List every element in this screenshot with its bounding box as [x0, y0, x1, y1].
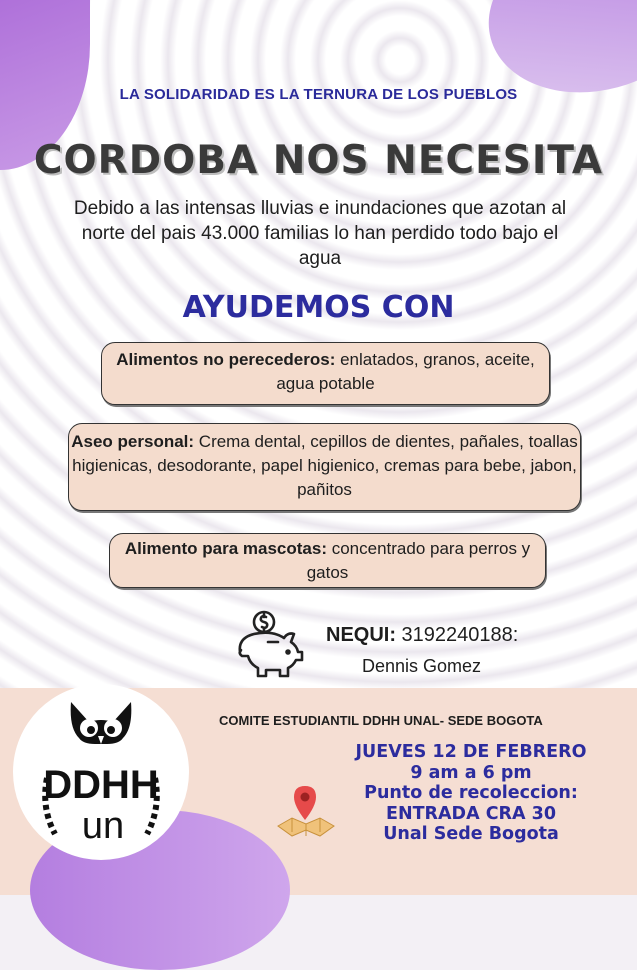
donation-item-text: Crema dental, cepillos de dientes, pañales, toallas higienicas, desodorante, papel higienico, cremas para bebe, jabon, pañitos [72, 432, 578, 499]
donation-item-label: Alimentos no perecederos [116, 350, 330, 369]
nequi-info [326, 624, 518, 647]
event-time: 9 am a 6 pm [410, 762, 532, 783]
piggy-bank-icon [228, 608, 312, 680]
donation-item-pets [109, 533, 546, 588]
donation-item-label: Alimento para mascotas: [124, 539, 327, 558]
ddhh-logo [13, 684, 189, 860]
nequi-number: 3192240188: [396, 624, 519, 646]
nequi-label: NEQUI: [326, 624, 396, 646]
collection-entrance: ENTRADA CRA 30 [385, 803, 557, 824]
intro-text: Debido a las intensas lluvias e inundaciones que azotan al norte del pais 43.000 familias lo han perdido todo bajo el agua [73, 198, 567, 269]
owl-logo-icon [13, 684, 189, 860]
event-date: JUEVES 12 DE FEBRERO [355, 742, 587, 762]
nequi-holder-name: Dennis Gomez [362, 656, 482, 676]
donation-item-text: concentrado para perros y gatos [306, 539, 531, 582]
help-heading: AYUDEMOS CON [182, 290, 455, 325]
collection-point-label: Punto de recoleccion: [364, 783, 578, 803]
page-title: CORDOBA NOS NECESITA [33, 138, 604, 183]
collection-venue: Unal Sede Bogota [383, 824, 559, 844]
donation-item-hygiene [68, 423, 581, 511]
donation-item-text: enlatados, granos, aceite, agua potable [276, 350, 535, 393]
donation-item-food: Alimentos no perecederos: enlatados, granos, aceite, agua potable [101, 342, 550, 405]
logo-text-ddhh: DDHH [43, 763, 159, 807]
donation-item-label: Aseo personal: [71, 432, 195, 451]
tagline: LA SOLIDARIDAD ES LA TERNURA DE LOS PUEBLOS [119, 86, 518, 103]
event-details [326, 742, 616, 845]
logo-text-un: un [81, 805, 125, 847]
committee-name: COMITE ESTUDIANTIL DDHH UNAL- SEDE BOGOTA [219, 713, 543, 728]
map-pin-icon [272, 782, 338, 842]
